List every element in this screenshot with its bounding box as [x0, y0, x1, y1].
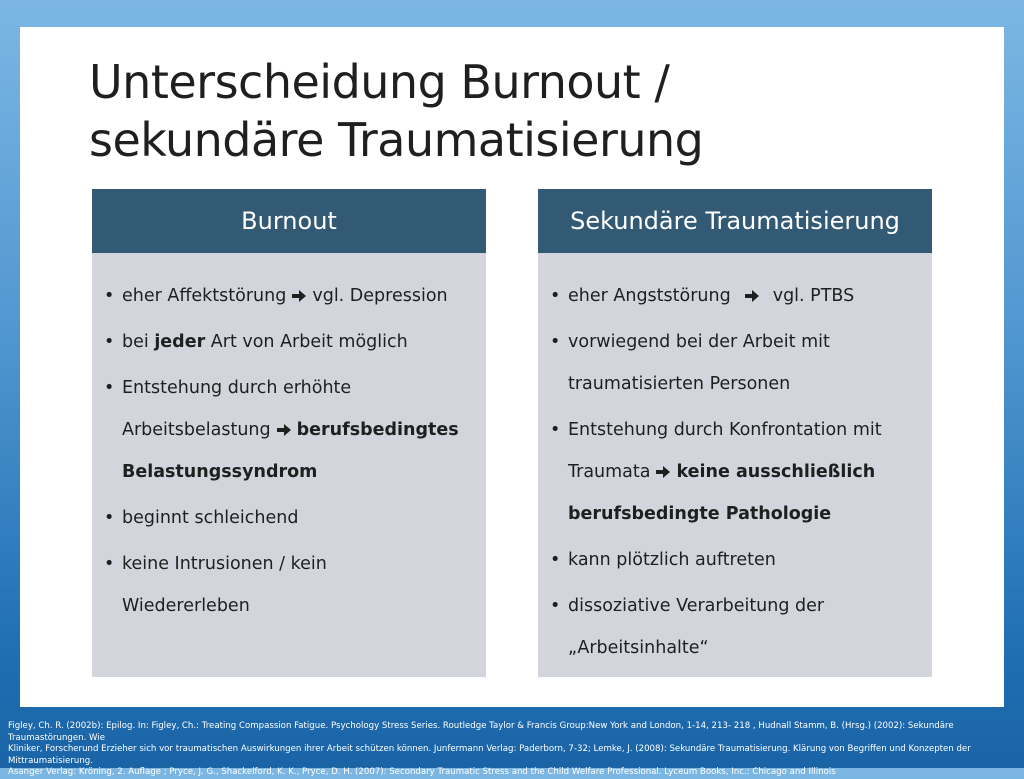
list-item: • Entstehung durch erhöhte Arbeitsbelastung berufsbedingtes Belastungssyndrom: [104, 367, 472, 493]
slide: [20, 27, 1004, 707]
traumatisierung-header: Sekundäre Traumatisierung: [538, 189, 932, 253]
references-footer: [8, 721, 1012, 779]
slide-title: [89, 53, 969, 169]
arrow-right-icon: [292, 290, 306, 302]
title-line-2: sekundäre Traumatisierung: [89, 113, 704, 167]
list-item: • vorwiegend bei der Arbeit mit traumatisierten Personen: [550, 321, 918, 405]
list-item: • kann plötzlich auftreten: [550, 539, 918, 581]
traumatisierung-list: [538, 253, 932, 669]
list-item: • eher Angststörung vgl. PTBS: [550, 275, 918, 317]
list-item: • keine Intrusionen / kein Wiedererleben: [104, 543, 472, 627]
list-item: • Entstehung durch Konfrontation mit Traumata keine ausschließlich berufsbedingte Pathologie: [550, 409, 918, 535]
arrow-right-icon: [745, 290, 759, 302]
list-item: • dissoziative Verarbeitung der „Arbeitsinhalte“: [550, 585, 918, 669]
burnout-column: [92, 189, 486, 677]
footer-line-3: Asanger Verlag: Kröning, 2. Auflage ; Pryce, J. G., Shackelford, K. K., Pryce, D. H. (2007): Secondary Traumatic Stress and the Child Welfare Professional. Lyceum Books, Inc.: Chicago and Illinois: [8, 767, 836, 777]
list-item: • eher Affektstörung vgl. Depression: [104, 275, 472, 317]
arrow-right-icon: [656, 466, 670, 478]
title-line-1: Unterscheidung Burnout /: [89, 55, 670, 109]
arrow-right-icon: [277, 424, 291, 436]
list-item: • bei jeder Art von Arbeit möglich: [104, 321, 472, 363]
footer-line-2: Kliniker, Forscherund Erzieher sich vor traumatischen Auswirkungen ihrer Arbeit schützen können. Junfermann Verlag: Paderborn, 7-32; Lemke, J. (2008): Sekundäre Traumatisierung. Klärung von Begriffen und Konzepten der Mittraumatisierung.: [8, 744, 971, 766]
burnout-header: Burnout: [92, 189, 486, 253]
traumatisierung-column: [538, 189, 932, 677]
footer-line-1: Figley, Ch. R. (2002b): Epilog. In: Figley, Ch.: Treating Compassion Fatigue. Psychology Stress Series. Routledge Taylor & Francis Group:New York and London, 1-14, 213- 218 , Hudnall Stamm, B. (Hrsg.) (2002): Sekundäre Traumastörungen. Wie: [8, 721, 954, 743]
list-item: • beginnt schleichend: [104, 497, 472, 539]
burnout-list: [92, 253, 486, 627]
